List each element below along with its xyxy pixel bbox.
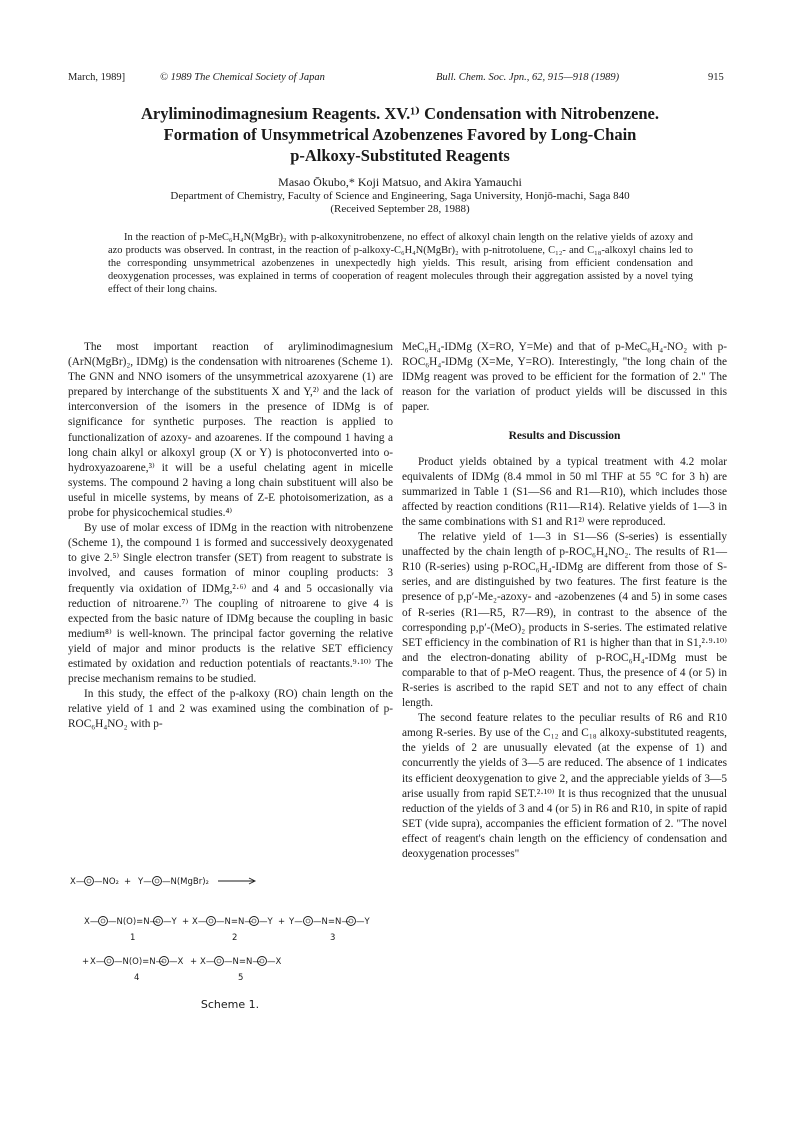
scheme-caption: Scheme 1. (200, 998, 260, 1011)
section-heading: Results and Discussion (508, 430, 621, 443)
title-line-1: Aryliminodimagnesium Reagents. XV.¹⁾ Condensation with Nitrobenzene. (140, 104, 660, 123)
compound-label: 3 (330, 933, 336, 943)
benzene-ring-icon (105, 957, 114, 966)
body-paragraph: The second feature relates to the peculiar results of R6 and R10 among R-series. By use of the C₁₂ and C₁₈ alkoxy-substituted reagents, the yields of 2 are unusually elevated (at the expense of 1) and concurrently the yields of 3—5 are reduced. The absence of 1 indicates its efficient deoxygenation to give 2, and the appreciable yields of 3—5 arise usually from rapid SET.²·¹⁰⁾ It is thus recognized that the unusual reduction of the yields of 3 and 4 (or 5) in R6 and R10, in spite of rapid SET (vide supra), accompanies the efficient formation of 2. "The novel effect of reagent's chain length on the efficiency of condensation and deoxygenation processes" (402, 712, 727, 860)
journal-citation: Bull. Chem. Soc. Jpn., 62, 915—918 (1989) (436, 72, 620, 83)
paper-title (80, 103, 720, 166)
scheme-text: + (82, 957, 90, 967)
benzene-ring-icon (85, 877, 94, 886)
scheme-1 (68, 868, 393, 1018)
scheme-text: X— (200, 957, 215, 967)
page-number: 915 (708, 72, 724, 83)
scheme-text: —N(O)=N— (108, 917, 159, 927)
scheme-text: —X (169, 957, 184, 967)
scheme-text: —X (267, 957, 282, 967)
title-line-3: p-Alkoxy-Substituted Reagents (290, 146, 510, 165)
scheme-text: —N=N— (216, 917, 253, 927)
benzene-ring-icon (99, 917, 108, 926)
scheme-text: —N=N— (224, 957, 261, 967)
body-paragraph: The relative yield of 1—3 in S1—S6 (S-series) is essentially unaffected by the chain length of p-ROC₆H₄NO₂. The results of R1—R10 (R-series) using p-ROC₆H₄-IDMg are different from those of S-series, and are distinguished by two features. The first feature is the presence of p,p′-Me₂-azoxy- and -azobenzenes (4 and 5) in some cases of R-series (R1—R5, R7—R9), in contrast to the absence of the corresponding p,p′-(MeO)₂ products in S-series. The estimated relative SET efficiency in the combination of R1 is higher than that in S1,²·⁹·¹⁰⁾ and the electron-donating ability of p-ROC₆H₄-IDMg must be comparable to that of p-MeO reagent. Thus, the presence of 4 (or 5) in R-series is ascribed to the rapid SET and not to any effect of chain length. (402, 531, 727, 710)
scheme-text: + (182, 917, 190, 927)
running-date: March, 1989] (68, 72, 126, 83)
scheme-text: —N(O)=N— (114, 957, 165, 967)
benzene-ring-icon (217, 959, 221, 963)
body-paragraph: In this study, the effect of the p-alkoxy (RO) chain length on the relative yield of 1 and 2 was examined using the combination of p-ROC₆H₄NO₂ with p- (68, 688, 393, 731)
scheme-text: —Y (259, 917, 273, 927)
scheme-text: Y— (289, 917, 303, 927)
scheme-text: + (278, 917, 286, 927)
benzene-ring-icon (107, 959, 111, 963)
right-column (402, 340, 727, 862)
body-paragraph: The most important reaction of aryliminodimagnesium (ArN(MgBr)₂, IDMg) is the condensation with nitroarenes (Scheme 1). The GNN and NNO isomers of the unsymmetrical azoxyarene (1) are prepared by interchange of the substituents X and Y,²⁾ and the lack of interconversion of the isomers in the presence of IDMg is of significance for synthetic purposes. The reaction is applied to functionalization of azoxy- and azoarenes. If the compound 1 having a long chain alkyl or alkoxyl group (X or Y) is photoconverted into o-hydroxyazoarene,³⁾ it will be a useful chelating agent in micelle systems. The compound 2 having a long chain substituent will also be useful in micelle systems, by means of Z-E photoisomerization, as a probe for physicochemical studies.⁴⁾ (68, 341, 393, 520)
affiliation: Department of Chemistry, Faculty of Science and Engineering, Saga University, Honjō-machi, Saga 840 (170, 190, 630, 202)
scheme-drawing (68, 868, 393, 1018)
benzene-ring-icon (101, 919, 105, 923)
scheme-text: + (190, 957, 198, 967)
body-paragraph: By use of molar excess of IDMg in the reaction with nitrobenzene (Scheme 1), the compound 1 is formed and successively deoxygenated to give 2.⁵⁾ Single electron transfer (SET) from reagent to substrate is involved, and causes formation of minor coupling products: 3 frequently via oxidation of IDMg,²·⁶⁾ and 4 and 5 occasionally via reduction of nitroarene.⁷⁾ The coupling of nitroarene to give 4 is expected from the basic nature of IDMg because the coupling in basic medium⁸⁾ is well-known. The principal factor governing the relative yield of major and minor products is the relative SET efficiency estimated by oxidation and reduction potentials of reactants.⁹·¹⁰⁾ The precise mechanism remains to be studied. (68, 522, 393, 686)
compound-label: 5 (238, 973, 244, 983)
author-list: Masao Ōkubo,* Koji Matsuo, and Akira Yamauchi (278, 175, 522, 189)
scheme-text: —Y (163, 917, 177, 927)
abstract: In the reaction of p-MeC₆H₄N(MgBr)₂ with p-alkoxynitrobenzene, no effect of alkoxyl chain length on the relative yields of azoxy and azo products was observed. In contrast, in the reaction of p-alkoxy-C₆H₄N(MgBr)₂ with p-nitrotoluene, C₁₂- and C₁₈-alkoxyl chains led to the corresponding unsymmetrical azobenzenes in unexpectedly high yields. This result, arising from efficient condensation and deoxygenation processes, was explained in terms of cooperation of reagent molecules through their aggregation assisted by a novel tying effect of their long chains. (108, 232, 693, 296)
benzene-ring-icon (306, 919, 310, 923)
scheme-text: X— (70, 877, 85, 887)
scheme-text: —Y (356, 917, 370, 927)
compound-label: 2 (232, 933, 238, 943)
scheme-text: X— (84, 917, 99, 927)
compound-label: 4 (134, 973, 140, 983)
compound-label: 1 (130, 933, 136, 943)
scheme-text: X— (192, 917, 207, 927)
scheme-text: —N=N— (313, 917, 350, 927)
scheme-text: + (124, 877, 132, 887)
benzene-ring-icon (207, 917, 216, 926)
scheme-text: Y— (138, 877, 152, 887)
title-line-2: Formation of Unsymmetrical Azobenzenes Favored by Long-Chain (163, 125, 637, 144)
left-column (68, 340, 393, 732)
body-paragraph: Product yields obtained by a typical treatment with 4.2 molar equivalents of IDMg (8.4 mmol in 50 ml THF at 55 °C for 3 h) are summarized in Table 1 (S1—S6 and R1—R10), which includes those affected by reaction conditions (R11—R14). Relative yields of 1—3 in the same combinations with S1 and R1²⁾ were reproduced. (402, 455, 727, 528)
received-date: (Received September 28, 1988) (330, 203, 470, 215)
benzene-ring-icon (153, 877, 162, 886)
copyright-line: © 1989 The Chemical Society of Japan (160, 72, 325, 83)
benzene-ring-icon (304, 917, 313, 926)
benzene-ring-icon (87, 879, 91, 883)
scheme-text: —NO₂ (94, 877, 119, 887)
benzene-ring-icon (155, 879, 159, 883)
scheme-text: —N(MgBr)₂ (162, 877, 209, 887)
body-paragraph: MeC₆H₄-IDMg (X=RO, Y=Me) and that of p-MeC₆H₄-NO₂ with p-ROC₆H₄-IDMg (X=Me, Y=RO). Interestingly, "the long chain of the IDMg reagent was proved to be efficient for the formation of 2." The reason for the variation of product yields will be discussed in this paper. (402, 341, 727, 414)
affiliation-block (80, 190, 720, 216)
benzene-ring-icon (215, 957, 224, 966)
benzene-ring-icon (209, 919, 213, 923)
scheme-text: X— (90, 957, 105, 967)
